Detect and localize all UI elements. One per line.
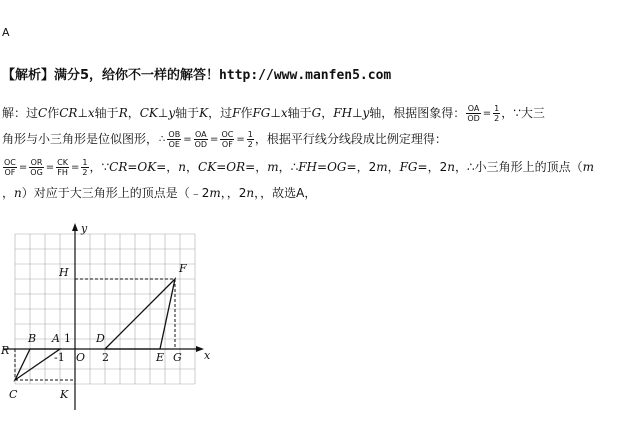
var: CK=OR= [198,160,256,174]
label-f: F [179,262,187,275]
solution-line-2 [2,130,447,149]
large-triangle [105,279,175,349]
equals: = [210,134,219,145]
var: m [376,160,388,174]
label-r: R [1,344,10,357]
label-h: H [59,266,69,279]
numerator: OA [467,104,480,113]
text: ⊥ [352,106,363,120]
equals: = [71,162,80,173]
equals: = [183,134,192,145]
equals: = [18,162,28,173]
var: F [232,106,241,120]
var: x [280,106,288,120]
text: ，2 [356,160,377,174]
var: m [209,186,221,200]
var: n [246,186,255,200]
equals: = [482,108,492,119]
solution-line-1 [2,104,545,123]
text: ，根据平行线分线段成比例定理得： [254,132,447,146]
denominator: 2 [82,168,88,177]
label-one: 1 [64,332,71,345]
label-k: K [60,388,69,401]
answer-label: A [2,26,10,39]
var: m [582,160,594,174]
text: 轴于 [94,106,119,120]
label-b: B [28,332,37,345]
numerator: CK [57,158,69,167]
text: 轴于 [175,106,200,120]
fraction-oa-od [466,104,480,123]
text: ⊥ [157,106,169,120]
label-x: x [204,349,211,362]
text: ，2 [427,160,448,174]
label-a: A [52,332,60,345]
header-prefix: 【解析】满分5，给你不一样的解答！ [2,68,220,83]
text: ，∴ [278,160,299,174]
denominator: 2 [247,140,253,149]
numerator: OC [221,130,234,139]
fraction-oc-of [220,130,234,149]
equals: = [236,134,245,145]
text: 作 [47,106,60,120]
var: n [14,186,22,200]
text: ，∴小三角形上的顶点（ [454,160,583,174]
denominator: OD [467,114,480,123]
fraction-oa-od [194,130,208,149]
var: FH=OG= [298,160,357,174]
denominator: OE [168,140,180,149]
numerator: 1 [494,104,500,113]
var: FH [333,106,353,120]
fraction-half [493,104,500,123]
text: ， [255,160,268,174]
label-d: D [96,332,105,345]
var: CR [59,106,78,120]
denominator: 2 [494,114,500,123]
fraction-ck-fh [56,158,69,177]
var: G [311,106,322,120]
var: FG [252,106,271,120]
solution-line-4 [2,184,316,201]
text: 轴于 [287,106,312,120]
var: K [199,106,209,120]
denominator: FH [57,168,68,177]
text: 作 [240,106,253,120]
var: CK [139,106,158,120]
text: ， [387,160,400,174]
numerator: OR [30,158,43,167]
numerator: OA [194,130,207,139]
text: ， [2,186,15,200]
denominator: OD [194,140,208,149]
axes [4,223,204,410]
fraction-oc-of [3,158,17,177]
fraction-half [247,130,254,149]
var: R [118,106,128,120]
label-g: G [173,351,182,364]
analysis-header [2,64,391,83]
text: ）对应于大三角形上的顶点是（﹣2 [21,186,210,200]
therefore-symbol: ∴ [159,134,166,145]
var: y [362,106,370,120]
numerator: 1 [247,130,253,139]
var: n [447,160,455,174]
text: ⊥ [77,106,88,120]
text: ，过 [208,106,233,120]
fraction-half [81,158,88,177]
text: ， [127,106,140,120]
text: ，∵ [89,160,110,174]
var: C [38,106,48,120]
solution-line-3 [2,158,594,177]
var: n [178,160,187,174]
label-c: C [9,388,18,401]
var: y [168,106,176,120]
text: 轴，根据图象得： [369,106,466,120]
fraction-or-og [29,158,44,177]
numerator: OB [168,130,181,139]
label-e: E [156,351,165,364]
header-url[interactable]: http://www.manfen5.com [219,68,392,83]
x-axis-arrow [196,346,204,352]
var: FG= [399,160,428,174]
var: m [267,160,279,174]
label-two: 2 [102,351,109,364]
numerator: 1 [82,158,88,167]
label-o: O [76,351,86,364]
text: ，，故选A， [254,186,317,200]
text: ，，2 [220,186,247,200]
denominator: OF [4,168,16,177]
y-axis-arrow [72,223,78,231]
label-y: y [81,222,88,235]
text: ，∵大三 [501,106,545,120]
denominator: OF [221,140,233,149]
var: x [87,106,95,120]
text: ， [186,160,199,174]
fraction-ob-oe [167,130,181,149]
denominator: OG [30,168,43,177]
numerator: OC [4,158,16,167]
text: ， [321,106,334,120]
text: 角形与小三角形是位似图形， [2,132,159,146]
equals: = [45,162,55,173]
coordinate-diagram [0,218,230,425]
var: CR=OK= [109,160,167,174]
text: 解：过 [2,106,39,120]
text: ， [166,160,179,174]
label-neg1: -1 [54,351,65,364]
text: ⊥ [270,106,281,120]
